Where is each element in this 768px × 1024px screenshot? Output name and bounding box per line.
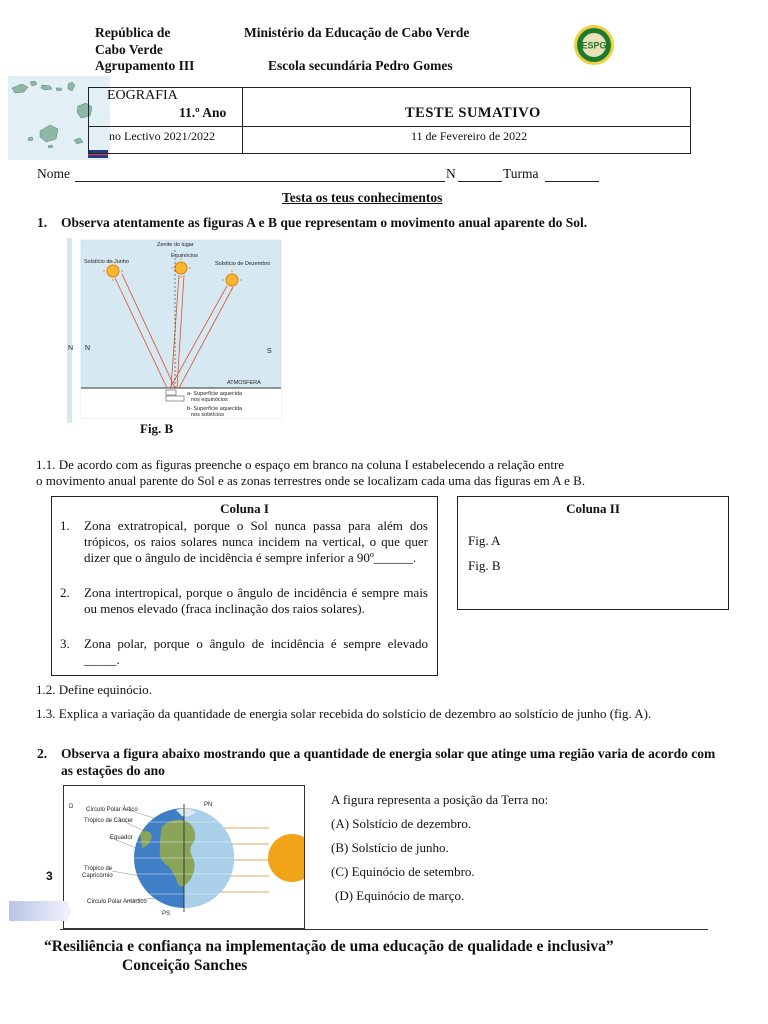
class-label: Turma xyxy=(503,166,539,181)
header-ministry: Ministério da Educação de Cabo Verde xyxy=(244,25,470,40)
header-school: Escola secundária Pedro Gomes xyxy=(268,58,453,73)
label-atmosphere: ATMOSFERA xyxy=(227,380,261,386)
info-table-hdivider xyxy=(89,126,690,127)
legend-a1: a- Superfície aquecida xyxy=(187,391,243,397)
info-table-vdivider xyxy=(242,88,243,153)
label-arctic: Círculo Polar Ártico xyxy=(86,807,138,813)
logo-text: ESPG xyxy=(581,40,607,51)
school-year: no Lectivo 2021/2022 xyxy=(109,129,215,143)
q2-option-b[interactable]: (B) Solstício de junho. xyxy=(331,840,449,855)
q2-option-d[interactable]: (D) Equinócio de março. xyxy=(335,888,465,903)
column-1-item-2 xyxy=(60,585,428,617)
q2-option-a[interactable]: (A) Solstício de dezembro. xyxy=(331,816,472,831)
header-agrupamento: Agrupamento III xyxy=(95,58,195,73)
name-label: Nome xyxy=(37,166,70,181)
legend-b2: nos solstícios xyxy=(191,412,225,418)
class-field[interactable] xyxy=(545,181,599,182)
q1-number: 1. xyxy=(37,215,48,230)
figure-b xyxy=(67,238,282,423)
column-1-item-3 xyxy=(60,636,428,668)
label-equinox: Equinócios xyxy=(171,253,198,259)
q1-1-line2: o movimento anual parente do Sol e as zonas terrestres onde se localizam cada uma das figuras em A e B. xyxy=(36,473,586,488)
label-cancer: Trópico de Câncer xyxy=(84,818,134,824)
test-title: TESTE SUMATIVO xyxy=(405,105,541,121)
label-june: Solstício de Junho xyxy=(84,259,129,265)
label-south: S xyxy=(267,348,272,355)
page-ribbon-decoration xyxy=(9,899,71,923)
header-republic-line2: Cabo Verde xyxy=(95,42,163,57)
label-north: N xyxy=(85,345,91,352)
footer-author: Conceição Sanches xyxy=(122,957,248,974)
label-left-n: N xyxy=(68,345,74,352)
q1-1-line1: 1.1. De acordo com as figuras preenche o espaço em branco na coluna I estabelecendo a relação entre xyxy=(36,457,565,472)
label-capricorn-1: Trópico de xyxy=(84,866,113,872)
column-1-num-3: 3. xyxy=(60,636,70,651)
q2-option-c[interactable]: (C) Equinócio de setembro. xyxy=(331,864,475,879)
legend-a2: nos equinócios xyxy=(191,397,228,403)
column-1-text-2: Zona intertropical, porque o ângulo de incidência é sempre mais ou menos elevado (fraca inclinação dos raios solares). xyxy=(84,585,428,616)
label-antarctic: Círculo Polar Antártico xyxy=(87,899,147,905)
label-pn: PN xyxy=(204,802,213,808)
legend-b1: b- Superfície aquecida xyxy=(187,406,243,412)
name-field[interactable] xyxy=(75,181,445,182)
info-table xyxy=(88,87,691,154)
column-1-title: Coluna I xyxy=(220,501,269,516)
column-1-num-2: 2. xyxy=(60,585,70,600)
q1-text: Observa atentamente as figuras A e B que representam o movimento anual aparente do Sol. xyxy=(61,215,588,230)
column-1-num-1: 1. xyxy=(60,518,70,533)
label-capricorn-2: Capricórnio xyxy=(82,873,113,879)
globe-figure xyxy=(63,785,305,929)
footer-quote: “Resiliência e confiança na implementação de uma educação de qualidade e inclusiva” xyxy=(44,938,614,955)
globe-letter: D xyxy=(69,804,74,810)
column-1-text-1: Zona extratropical, porque o Sol nunca passa para além dos trópicos, os raios solares nunca incidem na vertical, o que quer dizer que o ângulo de incidência é sempre inferior a 90º______. xyxy=(84,518,428,565)
column-1-item-1 xyxy=(60,518,428,566)
header-republic xyxy=(95,24,170,58)
label-december: Solstício de Dezembro xyxy=(215,261,271,267)
subject-label: EOGRAFIA xyxy=(107,88,178,103)
q1-3-text xyxy=(36,706,712,722)
column-2-item-1: Fig. A xyxy=(468,533,501,548)
figure-b-caption: Fig. B xyxy=(140,421,174,436)
column-2-box xyxy=(457,496,729,610)
q2-text: Observa a figura abaixo mostrando que a quantidade de energia solar que atinge uma região varia de acordo com as estações do ano xyxy=(61,746,716,778)
student-info-line xyxy=(37,166,607,186)
label-equator: Equador xyxy=(110,835,133,841)
column-2-title: Coluna II xyxy=(566,501,620,516)
q1-3-content: 1.3. Explica a variação da quantidade de energia solar recebida do solstício de dezembro ao solstício de junho (fig. A). xyxy=(36,706,652,721)
q2-prompt: A figura representa a posição da Terra no: xyxy=(331,792,549,807)
label-ps: PS xyxy=(162,911,171,917)
header-republic-line1: República de xyxy=(95,25,171,40)
year-label: 11.º Ano xyxy=(179,105,227,120)
section-title: Testa os teus conhecimentos xyxy=(282,190,443,205)
column-1-text-3: Zona polar, porque o ângulo de incidência é sempre elevado _____. xyxy=(84,636,428,667)
column-1-box xyxy=(51,496,438,676)
number-label: N xyxy=(446,166,456,181)
school-logo xyxy=(573,24,615,66)
page-number: 3 xyxy=(46,869,53,883)
sun-icon xyxy=(268,834,304,882)
number-field[interactable] xyxy=(458,181,502,182)
test-date: 11 de Fevereiro de 2022 xyxy=(411,129,528,143)
q2-number: 2. xyxy=(37,746,48,761)
label-zenith: Zenite do lugar xyxy=(157,242,194,248)
column-2-item-2: Fig. B xyxy=(468,558,501,573)
q1-2-text: 1.2. Define equinócio. xyxy=(36,682,152,697)
q1-1-text xyxy=(36,457,726,489)
footer-divider xyxy=(60,929,708,930)
